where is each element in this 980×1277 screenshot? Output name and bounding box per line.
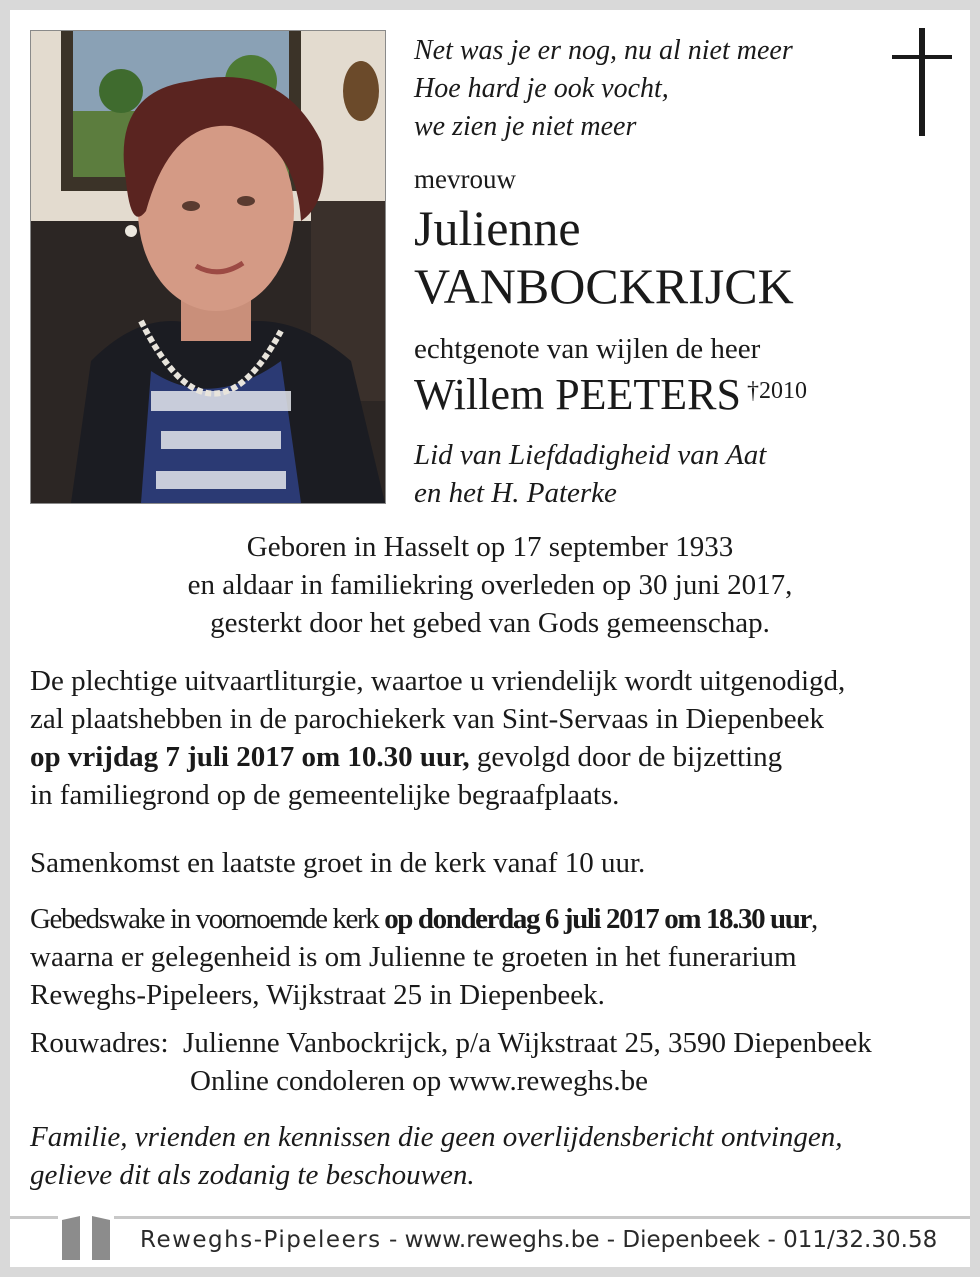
footer-contact (140, 1227, 937, 1253)
funeral-line: De plechtige uitvaartliturgie, waartoe u vriendelijk wordt uitgenodigd, (30, 665, 846, 697)
funeral-home-logo-icon (58, 1212, 114, 1260)
gathering-info: Samenkomst en laatste groet in de kerk vanaf 10 uur. (30, 847, 646, 879)
notice-line: gelieve dit als zodanig te beschouwen. (30, 1159, 475, 1191)
funeral-line: in familiegrond op de gemeentelijke begraafplaats. (30, 779, 620, 811)
vigil-suffix: , (810, 903, 819, 935)
funeral-info (30, 662, 950, 814)
vigil-info (30, 900, 950, 1014)
death-line: en aldaar in familiekring overleden op 30 juni 2017, (187, 569, 793, 601)
address-line (30, 1024, 950, 1062)
poem-line: we zien je niet meer (414, 111, 637, 142)
funeral-date: op vrijdag 7 juli 2017 om 10.30 uur, (30, 741, 470, 773)
portrait-photo (30, 30, 386, 504)
spouse-intro: echtgenote van wijlen de heer (414, 333, 761, 365)
address-info (30, 1024, 950, 1100)
vigil-date: op donderdag 6 juli 2017 om 18.30 uur (384, 903, 811, 935)
funeral-date-rest: gevolgd door de bijzetting (469, 741, 783, 773)
membership (414, 436, 766, 512)
funeral-date-line (30, 738, 950, 776)
spouse-line (414, 370, 807, 420)
notice-line: Familie, vrienden en kennissen die geen overlijdensbericht ontvingen, (30, 1121, 843, 1153)
footer-details: - www.reweghs.be - Diepenbeek - 011/32.30.58 (381, 1227, 938, 1253)
address-label: Rouwadres: (30, 1027, 169, 1059)
membership-line: en het H. Paterke (414, 477, 617, 509)
poem-line: Net was je er nog, nu al niet meer (414, 35, 793, 66)
birth-death-info (30, 528, 950, 642)
notice (30, 1118, 950, 1194)
spouse-name: Willem PEETERS (414, 370, 741, 419)
footer-brand: Reweghs-Pipeleers (140, 1227, 382, 1253)
vigil-date-line (30, 900, 950, 938)
birth-line: Geboren in Hasselt op 17 september 1933 (246, 531, 734, 563)
deceased-first-name: Julienne (414, 200, 581, 256)
spouse-death-year: †2010 (747, 378, 807, 404)
vigil-prefix: Gebedswake in voornoemde kerk (30, 903, 385, 935)
membership-line: Lid van Liefdadigheid van Aat (414, 439, 767, 471)
poem-line: Hoe hard je ook vocht, (414, 73, 669, 104)
honorific: mevrouw (414, 164, 516, 194)
poem (414, 32, 793, 146)
vigil-line: waarna er gelegenheid is om Julienne te groeten in het funerarium (30, 941, 797, 973)
funeral-line: zal plaatshebben in de parochiekerk van Sint-Servaas in Diepenbeek (30, 703, 824, 735)
online-condolence: Online condoleren op www.reweghs.be (190, 1065, 648, 1097)
obituary-card (10, 10, 970, 1267)
address-value: Julienne Vanbockrijck, p/a Wijkstraat 25, 3590 Diepenbeek (183, 1027, 872, 1059)
cross-icon (892, 28, 952, 136)
footer-divider (10, 1216, 970, 1219)
deceased-last-name: VANBOCKRIJCK (414, 258, 794, 314)
prayer-line: gesterkt door het gebed van Gods gemeenschap. (210, 607, 770, 639)
vigil-line: Reweghs-Pipeleers, Wijkstraat 25 in Diepenbeek. (30, 979, 605, 1011)
